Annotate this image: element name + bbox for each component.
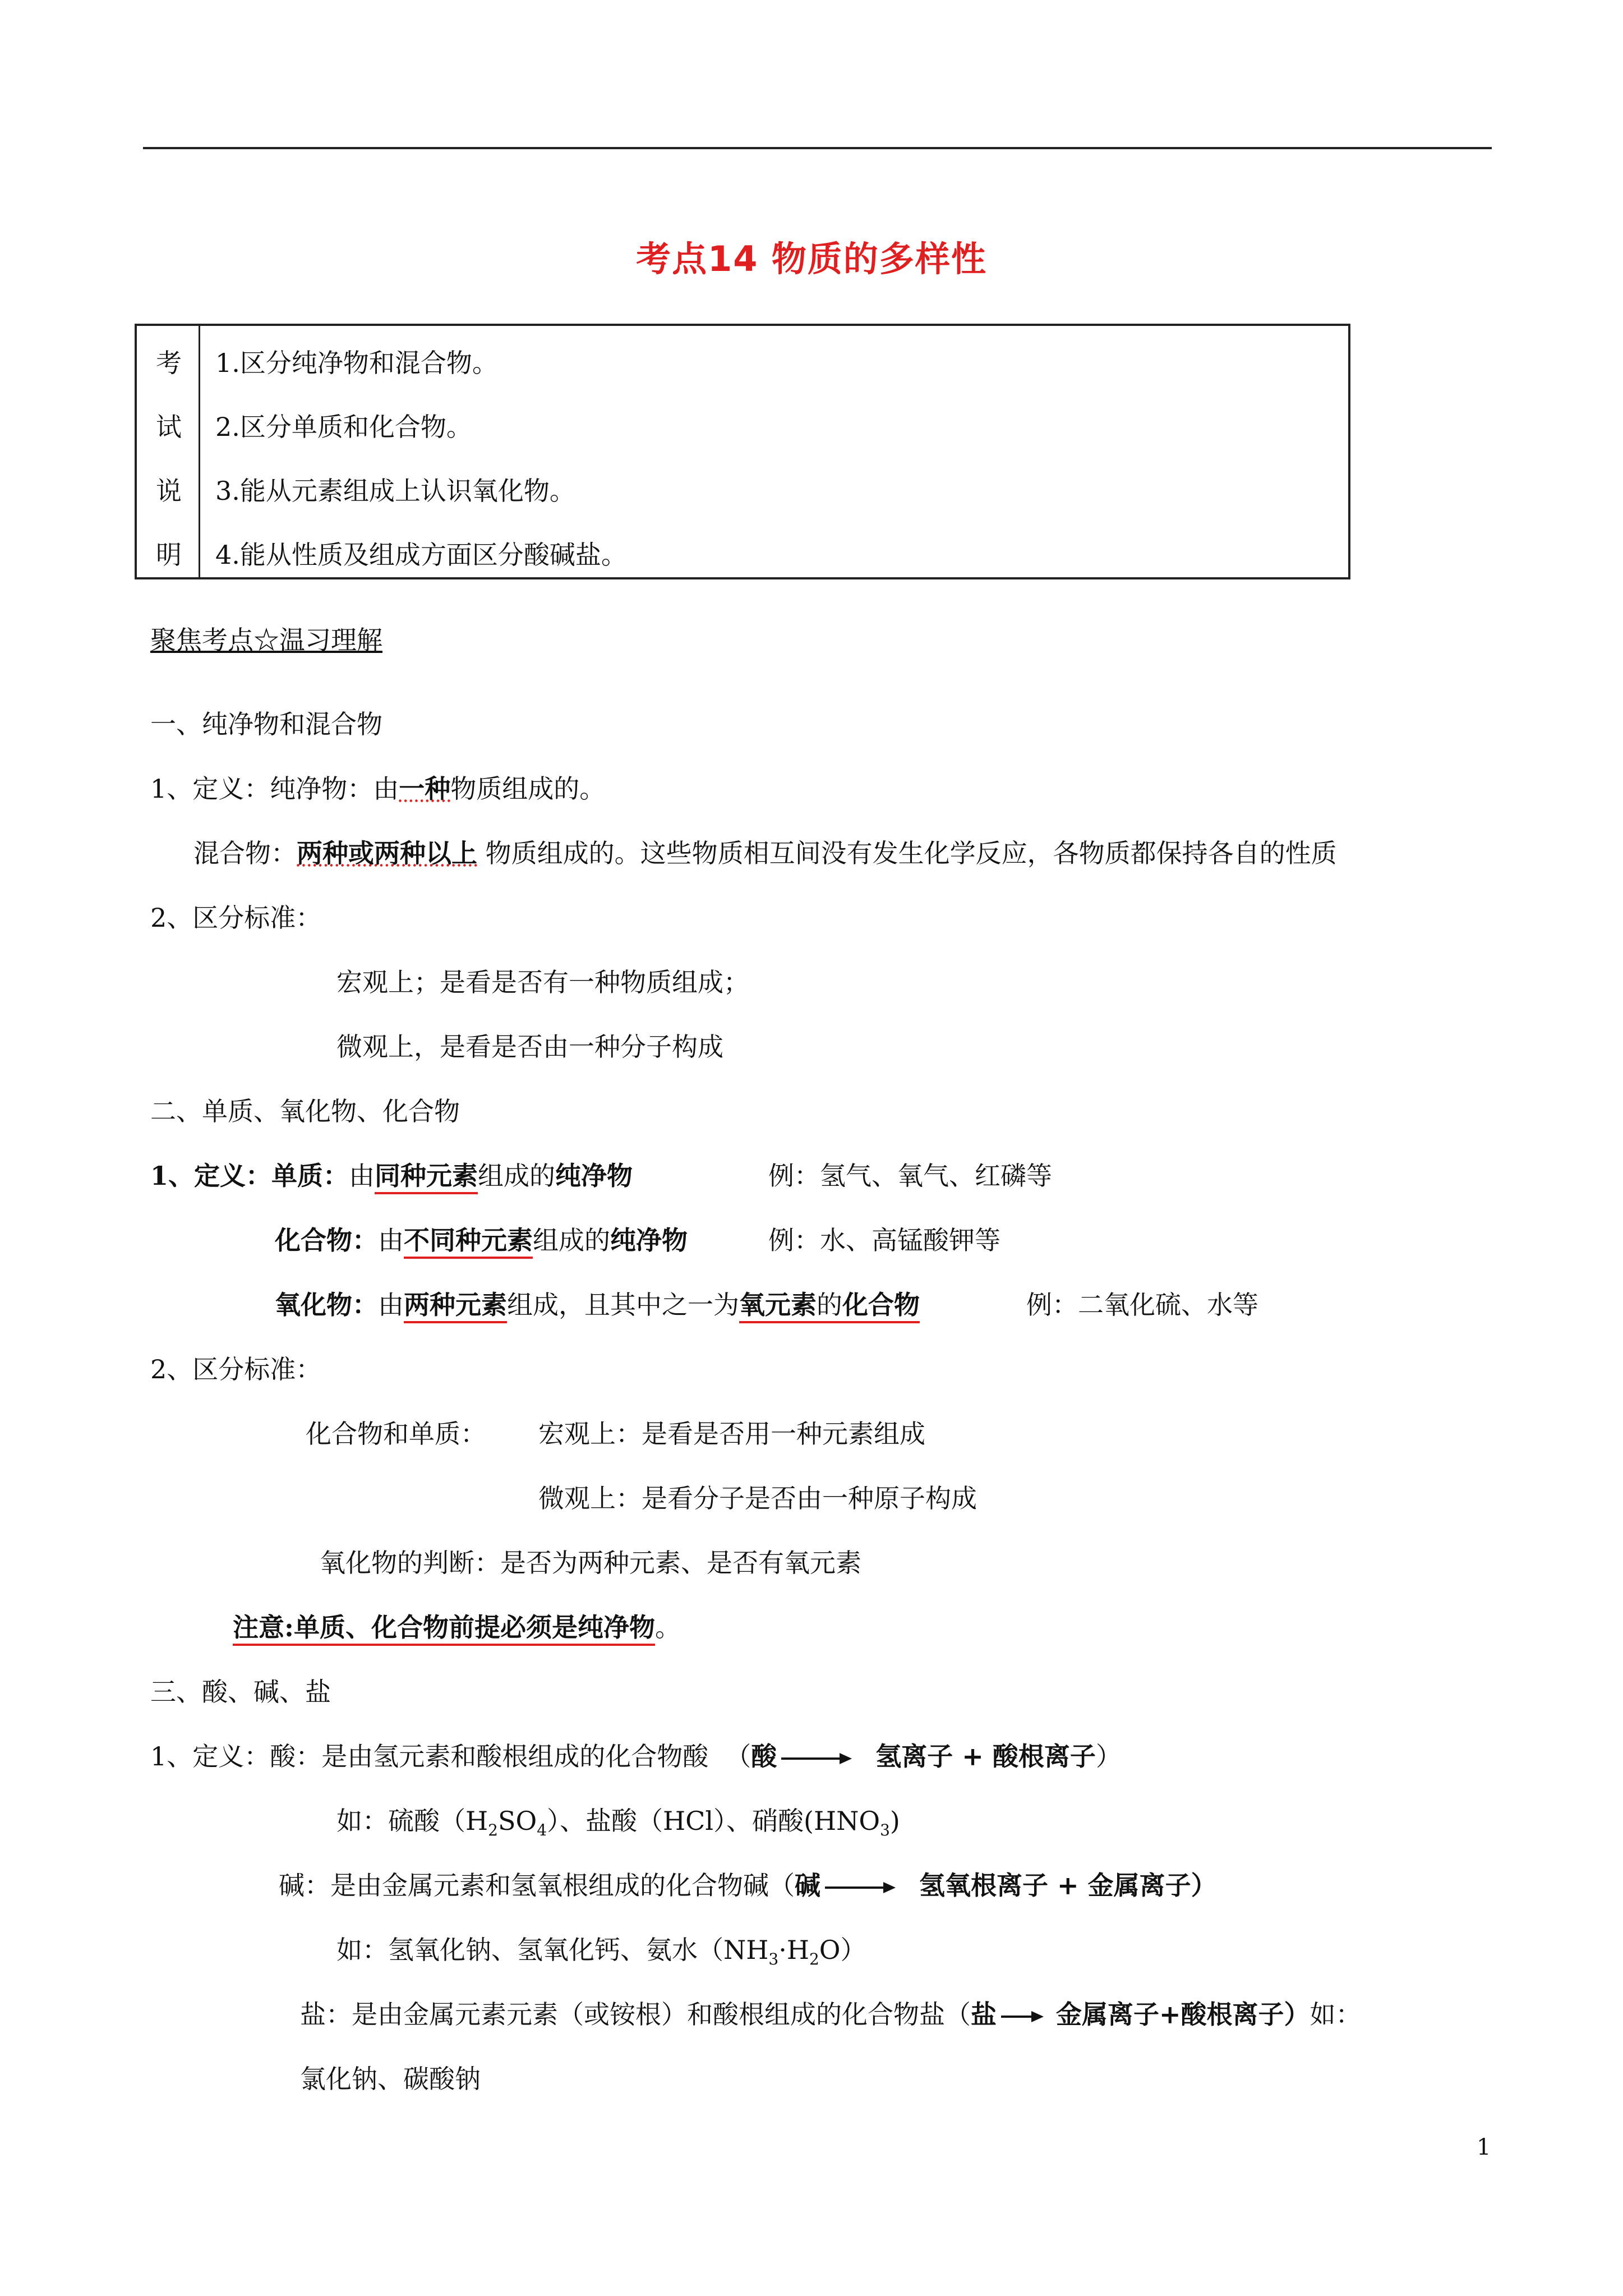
text: SO	[497, 1806, 537, 1836]
arrow-icon	[825, 1887, 892, 1889]
text: ）、盐酸（HCl）、硝酸(HNO	[547, 1806, 880, 1836]
standard-heading: 2、区分标准：	[150, 903, 322, 933]
text: 1、定义：纯净物：由	[150, 774, 399, 804]
exam-item: 1.区分纯净物和混合物。	[215, 348, 498, 378]
emphasis: 纯净物	[555, 1161, 633, 1191]
keyword: 酸	[751, 1741, 777, 1772]
note	[233, 1607, 681, 1644]
acid-definition	[150, 1736, 1122, 1773]
side-label-char: 考	[156, 348, 182, 378]
oxide-definition	[275, 1285, 920, 1322]
element-definition	[150, 1156, 633, 1193]
text: 由	[378, 1290, 404, 1320]
mixture-definition	[193, 833, 1337, 870]
text: 组成，且其中之一为	[507, 1290, 739, 1320]
text: 物质组成的。这些物质相互间没有发生化学反应，各物质都保持各自的性质	[477, 838, 1337, 868]
text: 如：	[1310, 1999, 1362, 2030]
note-text: 注意:单质、化合物前提必须是纯净物	[233, 1612, 655, 1646]
emphasis: 纯净物	[610, 1225, 688, 1255]
text: 物质组成的。	[450, 774, 606, 804]
page-title: 考点14 物质的多样性	[636, 238, 987, 279]
salt-examples: 氯化钠、碳酸钠	[300, 2064, 481, 2094]
text: O）	[819, 1935, 866, 1965]
emphasis: 两种元素	[404, 1290, 507, 1323]
emphasis: 两种或两种以上	[297, 838, 477, 868]
text: 碱：是由金属元素和氢氧根组成的化合物碱（	[279, 1870, 795, 1901]
text: ）	[1095, 1741, 1122, 1772]
text: 盐：是由金属元素元素（或铵根）和酸根组成的化合物盐（	[300, 1999, 971, 2030]
section-2-heading: 二、单质、氧化物、化合物	[150, 1096, 460, 1126]
section-1-heading: 一、纯净物和混合物	[150, 709, 382, 739]
micro-criterion: 微观上，是看是否由一种分子构成	[336, 1032, 723, 1062]
arrow-icon	[1001, 2016, 1040, 2018]
oxide-example: 例：二氧化硫、水等	[1026, 1290, 1258, 1320]
keyword: 盐	[971, 1999, 997, 2030]
salt-definition	[300, 1994, 1362, 2031]
text: 由	[349, 1161, 375, 1191]
exam-requirements-table	[135, 324, 1350, 579]
subscript: 3	[880, 1821, 890, 1840]
text: 组成的	[478, 1161, 556, 1191]
arrow-icon	[781, 1757, 849, 1760]
exam-item: 3.能从元素组成上认识氧化物。	[215, 476, 575, 506]
subscript: 2	[809, 1950, 819, 1969]
header-rule	[143, 147, 1492, 149]
micro-criterion: 微观上：是看分子是否由一种原子构成	[538, 1483, 977, 1513]
pure-substance-definition	[150, 769, 605, 806]
table-column-divider	[199, 326, 200, 577]
element-example: 例：氢气、氧气、红磷等	[768, 1161, 1052, 1191]
emphasis: 氧元素	[739, 1290, 817, 1323]
text: 的	[817, 1290, 842, 1323]
products: 金属离子+酸根离子）	[1056, 1999, 1310, 2030]
compound-definition	[275, 1220, 688, 1257]
keyword: 碱	[795, 1870, 820, 1901]
text: 混合物：	[193, 838, 297, 868]
exam-item: 4.能从性质及组成方面区分酸碱盐。	[215, 540, 627, 570]
emphasis: 不同种元素	[404, 1225, 533, 1259]
subscript: 3	[768, 1950, 779, 1969]
emphasis: 同种元素	[375, 1161, 478, 1194]
subscript: 4	[537, 1821, 547, 1840]
products: 氢离子 + 酸根离子	[875, 1741, 1096, 1772]
page-number: 1	[1477, 2134, 1491, 2160]
text: 如：硫酸（H	[336, 1806, 488, 1836]
emphasis: 一种	[399, 774, 451, 804]
focus-heading: 聚焦考点☆温习理解	[150, 625, 382, 655]
text: 。	[654, 1612, 681, 1642]
text: （	[725, 1741, 751, 1772]
side-label-char: 明	[156, 540, 182, 570]
base-definition	[279, 1865, 1217, 1902]
side-label-char: 说	[156, 476, 182, 506]
standard-heading: 2、区分标准：	[150, 1354, 322, 1384]
text: 如：氢氧化钠、氢氧化钙、氨水（NH	[336, 1935, 769, 1965]
emphasis: 化合物	[842, 1290, 920, 1323]
products: 氢氧根离子 + 金属离子）	[919, 1870, 1217, 1901]
text: )	[889, 1806, 900, 1836]
text: ·H	[778, 1935, 809, 1965]
macro-criterion: 宏观上；是看是否有一种物质组成；	[336, 967, 749, 997]
macro-criterion: 宏观上：是看是否用一种元素组成	[538, 1419, 925, 1449]
base-examples	[336, 1930, 866, 1968]
compound-example: 例：水、高锰酸钾等	[768, 1225, 1000, 1255]
acid-examples	[336, 1801, 900, 1839]
compound-element-label: 化合物和单质：	[306, 1419, 486, 1449]
label: 氧化物：	[275, 1290, 378, 1320]
label: 1、定义：单质：	[150, 1161, 349, 1191]
section-3-heading: 三、酸、碱、盐	[150, 1677, 331, 1707]
subscript: 2	[488, 1821, 498, 1840]
exam-item: 2.区分单质和化合物。	[215, 412, 472, 442]
text: 组成的	[533, 1225, 610, 1255]
oxide-judgement: 氧化物的判断：是否为两种元素、是否有氧元素	[320, 1548, 861, 1578]
label: 化合物：	[275, 1225, 378, 1255]
text: 由	[378, 1225, 404, 1255]
side-label-char: 试	[156, 412, 182, 442]
text: 1、定义：酸：是由氢元素和酸根组成的化合物酸	[150, 1741, 709, 1772]
